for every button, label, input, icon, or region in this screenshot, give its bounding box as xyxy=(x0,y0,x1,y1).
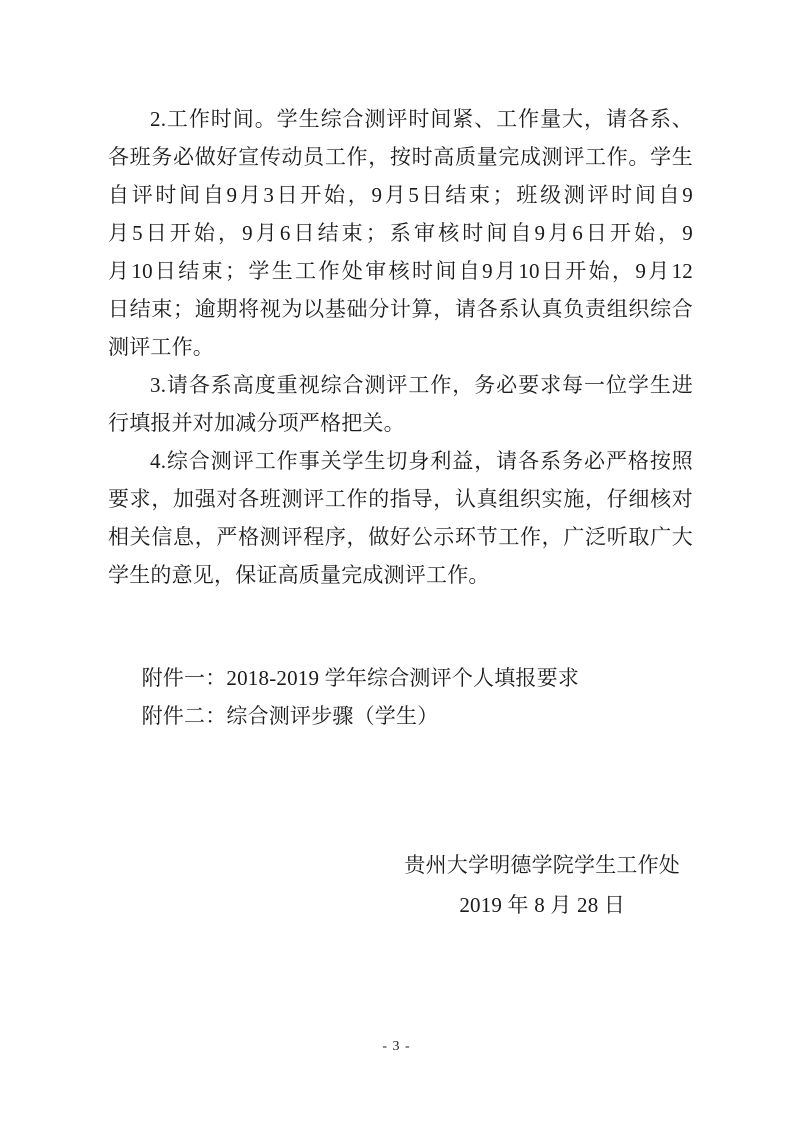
attachment-line: 附件一：2018-2019 学年综合测评个人填报要求 xyxy=(141,666,580,690)
item-4-requirements xyxy=(108,442,693,594)
signature-organization: 贵州大学明德学院学生工作处 xyxy=(404,853,680,877)
text-line: 月5日开始，9月6日结束；系审核时间自9月6日开始，9 xyxy=(108,221,693,245)
document-body xyxy=(108,100,693,924)
text-line: 月10日结束；学生工作处审核时间自9月10日开始，9月12 xyxy=(108,259,693,283)
text-line: 各班务必做好宣传动员工作，按时高质量完成测评工作。学生 xyxy=(108,145,693,169)
body-paragraphs xyxy=(108,100,693,594)
text-line: 自评时间自9月3日开始，9月5日结束；班级测评时间自9 xyxy=(108,183,693,207)
signature-block xyxy=(404,846,680,924)
text-line: 日结束；逾期将视为以基础分计算，请各系认真负责组织综合 xyxy=(108,297,693,321)
text-line: 2.工作时间。学生综合测评时间紧、工作量大，请各系、 xyxy=(150,107,693,131)
text-line: 学生的意见，保证高质量完成测评工作。 xyxy=(108,563,490,587)
text-line: 行填报并对加减分项严格把关。 xyxy=(108,411,405,435)
text-line: 测评工作。 xyxy=(108,335,214,359)
text-line: 4.综合测评工作事关学生切身利益，请各系务必严格按照 xyxy=(150,449,693,473)
page-number: - 3 - xyxy=(382,1039,411,1054)
signature-date: 2019 年 8 月 28 日 xyxy=(459,893,626,917)
text-line: 要求，加强对各班测评工作的指导，认真组织实施，仔细核对 xyxy=(108,487,693,511)
item-3-attention xyxy=(108,366,693,442)
item-2-work-schedule xyxy=(108,100,693,366)
text-line: 3.请各系高度重视综合测评工作，务必要求每一位学生进 xyxy=(150,373,693,397)
text-line: 相关信息，严格测评程序，做好公示环节工作，广泛听取广大 xyxy=(108,525,693,549)
attachment-line: 附件二：综合测评步骤（学生） xyxy=(141,704,439,728)
attachment-list xyxy=(108,659,693,735)
